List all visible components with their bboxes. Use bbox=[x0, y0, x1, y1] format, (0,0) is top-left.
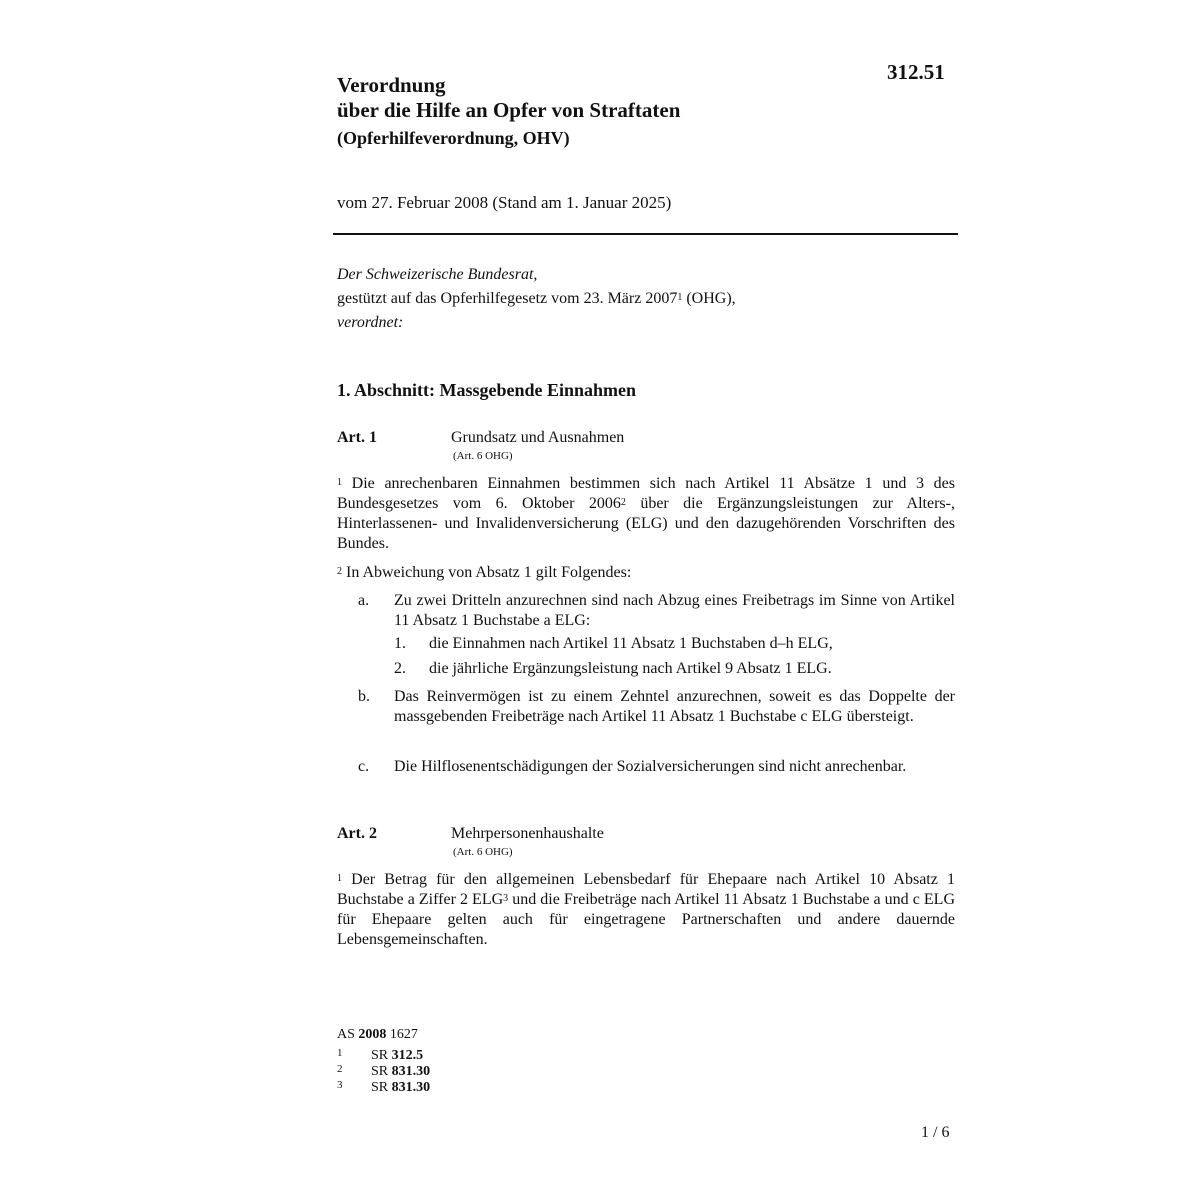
article-number: Art. 1 bbox=[337, 429, 377, 446]
article-1-paragraph-2 bbox=[337, 563, 955, 583]
footnote-prefix: SR bbox=[371, 1048, 392, 1063]
paragraph-text-continued: über die Ergänzungsleistungen zur Alters-, Hinterlassenen- und Invalidenversicherung (ELG) und den dazugehörenden Vorschriften des Bundes. bbox=[337, 495, 955, 552]
paragraph-text: Der Betrag für den allgemeinen Lebensbedarf für Ehepaare nach Artikel 10 Absatz 1 Buchstabe a Ziffer 2 ELG bbox=[337, 871, 955, 908]
preamble-enactment: verordnet: bbox=[337, 314, 404, 331]
list-item-b bbox=[337, 687, 957, 747]
sublist-text: die jährliche Ergänzungsleistung nach Artikel 9 Absatz 1 ELG. bbox=[429, 660, 832, 677]
sublist-marker: 2. bbox=[394, 660, 406, 677]
preamble-basis-suffix: (OHG), bbox=[682, 290, 736, 307]
sublist-marker: 1. bbox=[394, 635, 406, 652]
article-reference: (Art. 6 OHG) bbox=[453, 450, 513, 462]
article-reference: (Art. 6 OHG) bbox=[453, 846, 513, 858]
list-text: Das Reinvermögen ist zu einem Zehntel anzurechnen, soweit es das Doppelte der massgebenden Freibeträge nach Artikel 11 Absatz 1 Buchstabe c ELG übersteigt. bbox=[394, 688, 955, 725]
paragraph-text: In Abweichung von Absatz 1 gilt Folgendes: bbox=[342, 564, 632, 581]
document-title bbox=[337, 73, 877, 153]
footnote-prefix: SR bbox=[371, 1064, 392, 1079]
as-reference bbox=[337, 1027, 418, 1043]
footnote-ref-3[interactable]: 3 bbox=[503, 893, 509, 904]
list-item-a-2 bbox=[337, 659, 957, 679]
footnote-ref-2[interactable]: 2 bbox=[620, 497, 626, 508]
article-1-heading bbox=[337, 429, 957, 469]
list-item-a-1 bbox=[337, 634, 957, 654]
footnote-value: 831.30 bbox=[391, 1064, 431, 1079]
list-marker: b. bbox=[358, 688, 370, 705]
paragraph-number: 1 bbox=[337, 873, 342, 884]
footnote-value: 312.5 bbox=[391, 1048, 424, 1063]
list-text: Zu zwei Dritteln anzurechnen sind nach Abzug eines Freibetrags im Sinne von Artikel 11 Absatz 1 Buchstabe a ELG: bbox=[394, 592, 955, 629]
sublist-text: die Einnahmen nach Artikel 11 Absatz 1 Buchstaben d–h ELG, bbox=[429, 635, 833, 652]
title-line-1: Verordnung bbox=[337, 73, 446, 97]
list-item-a bbox=[337, 591, 957, 631]
paragraph-number: 2 bbox=[337, 566, 342, 577]
as-prefix: AS bbox=[337, 1027, 359, 1042]
page-number: 1 / 6 bbox=[921, 1124, 950, 1141]
list-text: Die Hilflosenentschädigungen der Sozialversicherungen sind nicht anrechenbar. bbox=[394, 758, 907, 775]
sr-number: 312.51 bbox=[887, 60, 945, 84]
preamble-issuer: Der Schweizerische Bundesrat, bbox=[337, 266, 538, 283]
paragraph-text-continued: und die Freibeträge nach Artikel 11 Absatz 1 Buchstabe a und c ELG für Ehepaare gelten auch für eingetragene Partnerschaften und andere dauernde Lebensgemeinschaften. bbox=[337, 891, 955, 948]
preamble-basis-text: gestützt auf das Opferhilfegesetz vom 23. März 2007 bbox=[337, 290, 678, 307]
article-2-heading bbox=[337, 825, 957, 865]
footnote-number: 2 bbox=[337, 1063, 343, 1075]
footnote-2 bbox=[337, 1064, 537, 1080]
footnote-text bbox=[371, 1064, 430, 1080]
list-item-c bbox=[337, 757, 957, 797]
article-2-paragraph-1 bbox=[337, 870, 955, 950]
title-line-2: über die Hilfe an Opfer von Straftaten bbox=[337, 98, 681, 122]
date-line: vom 27. Februar 2008 (Stand am 1. Januar 2025) bbox=[337, 193, 672, 212]
list-marker: a. bbox=[358, 592, 370, 609]
section-heading: 1. Abschnitt: Massgebende Einnahmen bbox=[337, 380, 637, 400]
header-divider bbox=[333, 233, 958, 235]
footnote-prefix: SR bbox=[371, 1080, 392, 1095]
footnote-3 bbox=[337, 1080, 537, 1096]
footnote-text bbox=[371, 1048, 423, 1064]
footnote-number: 3 bbox=[337, 1079, 343, 1091]
list-marker: c. bbox=[358, 758, 370, 775]
preamble-basis bbox=[337, 287, 957, 311]
preamble bbox=[337, 263, 957, 335]
footnote-number: 1 bbox=[337, 1047, 343, 1059]
article-number: Art. 2 bbox=[337, 825, 377, 842]
footnote-ref-1[interactable]: 1 bbox=[677, 292, 683, 303]
article-title: Grundsatz und Ausnahmen bbox=[451, 429, 625, 446]
paragraph-text: Die anrechenbaren Einnahmen bestimmen sich nach Artikel 11 Absätze 1 und 3 des Bundesgesetzes vom 6. Oktober 2006 bbox=[337, 475, 955, 512]
title-line-3: (Opferhilfeverordnung, OHV) bbox=[337, 128, 570, 148]
article-title: Mehrpersonenhaushalte bbox=[451, 825, 604, 842]
as-year: 2008 bbox=[358, 1027, 387, 1042]
footnote-text bbox=[371, 1080, 430, 1096]
footnote-value: 831.30 bbox=[391, 1080, 431, 1095]
footnote-1 bbox=[337, 1048, 537, 1064]
as-page: 1627 bbox=[386, 1027, 418, 1042]
article-1-paragraph-1 bbox=[337, 474, 955, 554]
paragraph-number: 1 bbox=[337, 477, 342, 488]
